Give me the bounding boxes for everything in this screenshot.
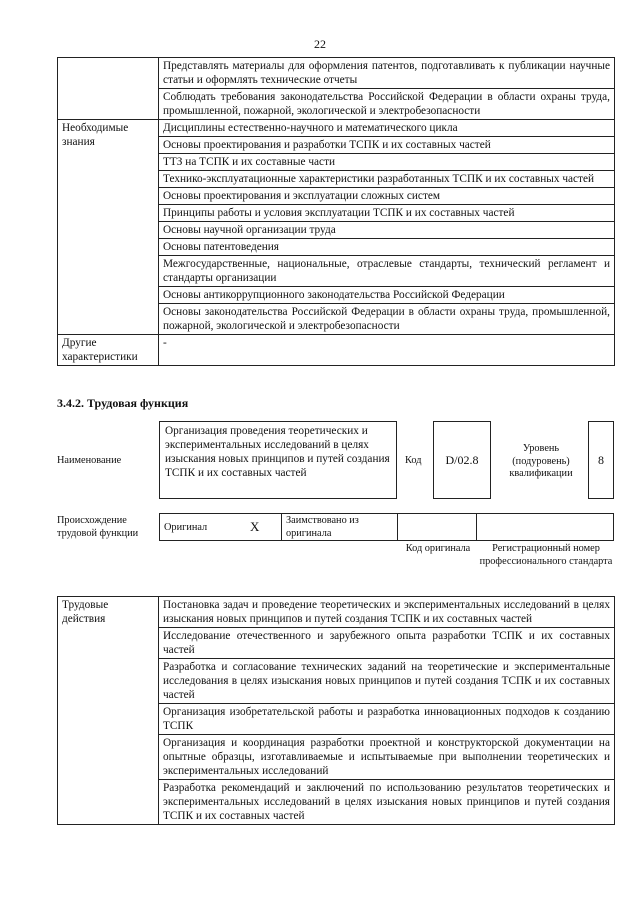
skill-item: Соблюдать требования законодательства Российской Федерации в области охраны труда, промышленной, пожарной, экологической и электробезопасности	[159, 89, 615, 120]
original-mark: X	[250, 519, 260, 534]
knowledge-item: ТТЗ на ТСПК и их составные части	[159, 154, 615, 171]
knowledge-item: Дисциплины естественно-научного и математического цикла	[159, 120, 615, 137]
action-item: Исследование отечественного и зарубежного опыта разработки ТСПК и их составных частей	[159, 628, 615, 659]
page-number: 22	[314, 37, 326, 51]
code-label: Код	[405, 455, 422, 466]
table-row	[58, 120, 615, 137]
knowledge-item: Межгосударственные, национальные, отраслевые стандарты, технический регламент и стандарты организации	[159, 256, 615, 287]
other-label: Другие характеристики	[58, 335, 159, 366]
knowledge-item: Основы антикоррупционного законодательства Российской Федерации	[159, 287, 615, 304]
section-heading: 3.4.2. Трудовая функция	[57, 396, 189, 410]
borrowed-label: Заимствовано из оригинала	[286, 515, 359, 539]
table-row	[58, 597, 615, 628]
table-row	[58, 58, 615, 89]
code-value: D/02.8	[433, 421, 491, 499]
code-original-caption: Код оригинала	[405, 543, 471, 554]
skill-item: Представлять материалы для оформления патентов, подготавливать к публикации научные статьи и оформлять технические отчеты	[159, 58, 615, 89]
skills-knowledge-table	[57, 57, 615, 366]
knowledge-label: Необходимые знания	[58, 120, 159, 335]
knowledge-item: Основы проектирования и разработки ТСПК и их составных частей	[159, 137, 615, 154]
knowledge-item: Основы законодательства Российской Федерации в области охраны труда, промышленной, пожарной, экологической и электробезопасности	[159, 304, 615, 335]
level-value: 8	[588, 421, 614, 499]
action-item: Разработка рекомендаций и заключений по использованию результатов теоретических и экспериментальных исследований в целях изыскания новых принципов и путей создания ТСПК и их составных частей	[159, 780, 615, 825]
table-row	[58, 335, 615, 366]
action-item: Постановка задач и проведение теоретических и экспериментальных исследований в целях изыскания новых принципов и путей создания ТСПК и их составных частей	[159, 597, 615, 628]
knowledge-item: Основы научной организации труда	[159, 222, 615, 239]
action-item: Организация изобретательской работы и разработка инновационных подходов к созданию ТСПК	[159, 704, 615, 735]
function-name: Организация проведения теоретических и экспериментальных исследований в целях изыскания новых принципов и путей создания ТСПК и их составных частей	[159, 421, 397, 499]
action-item: Разработка и согласование технических заданий на теоретические и экспериментальные исследования в целях изыскания новых принципов и путей создания ТСПК и их составных частей	[159, 659, 615, 704]
name-label: Наименование	[57, 455, 122, 466]
knowledge-item: Принципы работы и условия эксплуатации ТСПК и их составных частей	[159, 205, 615, 222]
reg-number-cell	[476, 513, 614, 541]
borrowed-cell	[281, 513, 398, 541]
knowledge-item: Основы патентоведения	[159, 239, 615, 256]
code-original-cell	[397, 513, 477, 541]
original-cell	[159, 513, 282, 541]
empty-label-cell	[58, 58, 159, 120]
level-label: Уровень (подуровень) квалификации	[509, 443, 573, 479]
original-label: Оригинал	[164, 522, 208, 533]
labor-actions-table	[57, 596, 615, 825]
reg-number-caption: Регистрационный номер профессионального стандарта	[479, 543, 613, 567]
knowledge-item: Основы проектирования и эксплуатации сложных систем	[159, 188, 615, 205]
other-value: -	[159, 335, 615, 366]
action-item: Организация и координация разработки проектной и конструкторской документации на опытные образцы, изготавливаемые и испытываемые при выполнении теоретических и экспериментальных исследований	[159, 735, 615, 780]
knowledge-item: Технико-эксплуатационные характеристики разработанных ТСПК и их составных частей	[159, 171, 615, 188]
actions-label: Трудовые действия	[58, 597, 159, 825]
origin-label: Происхождение трудовой функции	[57, 515, 139, 539]
